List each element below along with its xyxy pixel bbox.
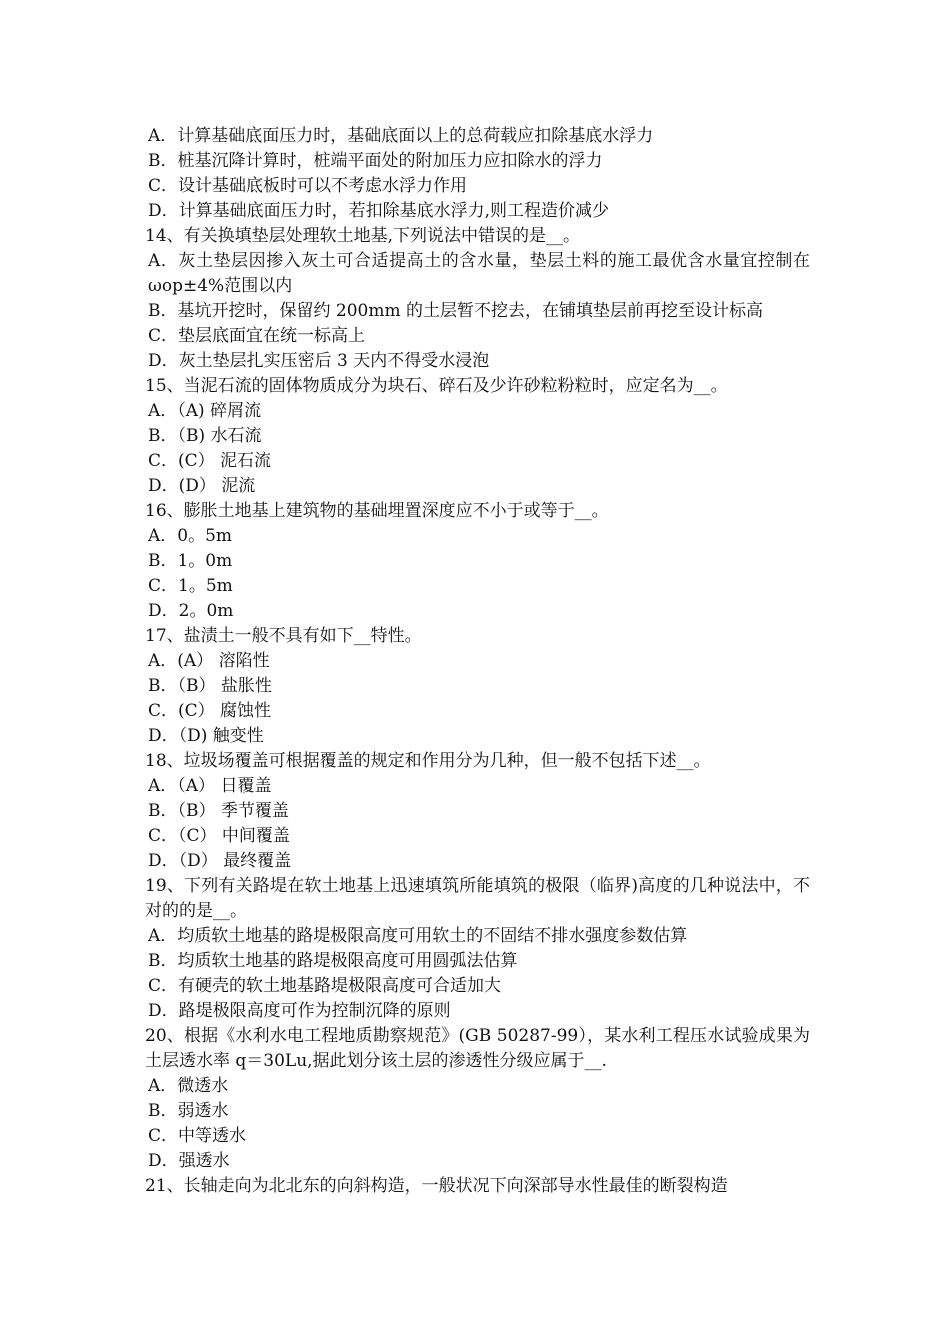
question-19: 19、下列有关路堤在软土地基上迅速填筑所能填筑的极限（临界)高度的几种说法中，不对的的是__。 [145,876,810,921]
option-line: A．0。5m [148,526,233,546]
question-15: 15、当泥石流的固体物质成分为块石、碎石及少许砂粒粉粒时，应定名为__。 [145,376,728,396]
question-17: 17、盐渍土一般不具有如下__特性。 [145,626,422,646]
option-line: D．（D) 触变性 [148,726,264,746]
option-line: B．桩基沉降计算时，桩端平面处的附加压力应扣除水的浮力 [148,151,603,171]
option-line: D．强透水 [148,1151,230,1171]
option-line: B．（B） 季节覆盖 [148,801,289,821]
option-line: C．垫层底面宜在统一标高上 [148,326,366,346]
option-line: C．1。5m [148,576,233,596]
option-line: B．基坑开挖时，保留约 200mm 的土层暂不挖去，在铺填垫层前再挖至设计标高 [148,301,763,321]
document-page [145,124,810,1199]
option-line: B．弱透水 [148,1101,229,1121]
option-line: B．均质软土地基的路堤极限高度可用圆弧法估算 [148,951,518,971]
option-line: A．（A) 碎屑流 [148,401,262,421]
question-21: 21、长轴走向为北北东的向斜构造，一般状况下向深部导水性最佳的断裂构造 [145,1176,728,1196]
option-line: B．（B) 水石流 [148,426,262,446]
question-14: 14、有关换填垫层处理软土地基,下列说法中错误的是__。 [145,226,581,246]
option-line: D．(D） 泥流 [148,476,256,496]
option-line: A．均质软土地基的路堤极限高度可用软土的不固结不排水强度参数估算 [148,926,688,946]
option-line: A．微透水 [148,1076,229,1096]
option-line: C．(C） 泥石流 [148,451,272,471]
option-line: D．灰土垫层扎实压密后 3 天内不得受水浸泡 [148,351,490,371]
option-line: A．（A） 日覆盖 [148,776,272,796]
option-line: C．(C） 腐蚀性 [148,701,272,721]
option-line: C．（C） 中间覆盖 [148,826,290,846]
option-line: B．1。0m [148,551,233,571]
option-line: D．计算基础底面压力时，若扣除基底水浮力,则工程造价减少 [148,201,610,221]
option-line: A．灰土垫层因掺入灰土可合适提高土的含水量，垫层土料的施工最优含水量宜控制在 ωop±4%范围以内 [148,251,810,296]
option-line: C．中等透水 [148,1126,247,1146]
option-line: D．2。0m [148,601,234,621]
option-line: B．（B） 盐胀性 [148,676,272,696]
question-20: 20、根据《水利水电工程地质勘察规范》(GB 50287-99），某水利工程压水试验成果为土层透水率 q＝30Lu,据此划分该土层的渗透性分级应属于__. [145,1026,810,1071]
option-line: C．有硬壳的软土地基路堤极限高度可合适加大 [148,976,502,996]
option-line: C．设计基础底板时可以不考虑水浮力作用 [148,176,468,196]
option-line: A．计算基础底面压力时，基础底面以上的总荷载应扣除基底水浮力 [148,126,654,146]
option-line: A．(A） 溶陷性 [148,651,270,671]
option-line: D．路堤极限高度可作为控制沉降的原则 [148,1001,451,1021]
question-18: 18、垃圾场覆盖可根据覆盖的规定和作用分为几种，但一般不包括下述__。 [145,751,711,771]
option-line: D．（D） 最终覆盖 [148,851,292,871]
question-16: 16、膨胀土地基上建筑物的基础埋置深度应不小于或等于__。 [145,501,609,521]
